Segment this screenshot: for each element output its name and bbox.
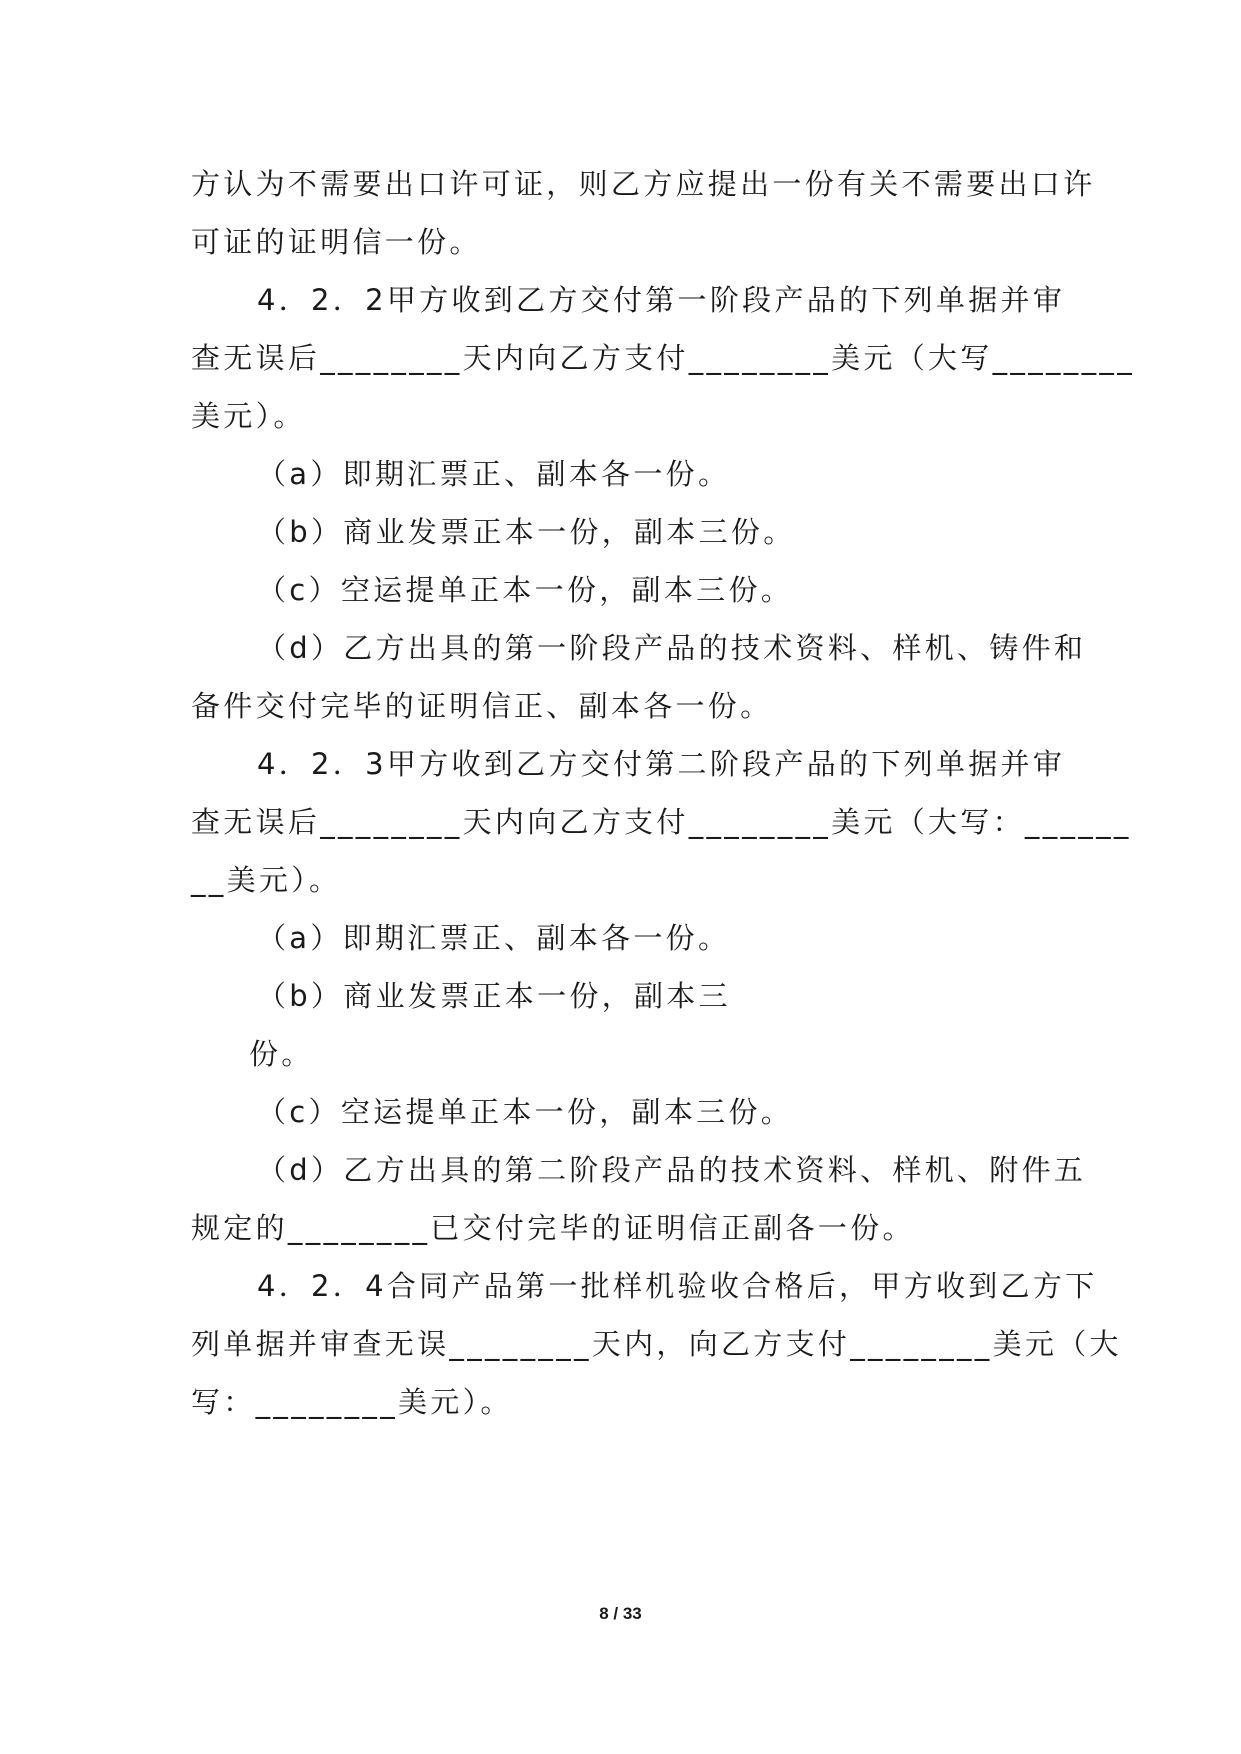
text-line: 备件交付完毕的证明信正、副本各一份。: [191, 689, 773, 723]
list-item: （d）乙方出具的第一阶段产品的技术资料、样机、铸件和: [257, 631, 1087, 665]
clause-4-2-3-heading: 4．2．3甲方收到乙方交付第二阶段产品的下列单据并审: [257, 747, 1066, 781]
list-item: （a）即期汇票正、副本各一份。: [257, 921, 731, 955]
text-line: 写：________美元）。: [191, 1385, 513, 1419]
text-line: 规定的________已交付完毕的证明信正副各一份。: [191, 1211, 915, 1245]
page-number: 8 / 33: [599, 1604, 642, 1623]
list-item: （c）空运提单正本一份，副本三份。: [257, 1095, 794, 1129]
text-line: 查无误后________天内向乙方支付________美元（大写________: [191, 341, 1136, 375]
text-line: 方认为不需要出口许可证，则乙方应提出一份有关不需要出口许: [191, 167, 1096, 201]
text-line: 查无误后________天内向乙方支付________美元（大写：______: [191, 805, 1132, 839]
text-line: 列单据并审查无误________天内，向乙方支付________美元（大: [191, 1327, 1122, 1361]
list-item: （a）即期汇票正、副本各一份。: [257, 457, 731, 491]
clause-4-2-4-heading: 4．2．4合同产品第一批样机验收合格后，甲方收到乙方下: [257, 1269, 1098, 1303]
clause-4-2-2-heading: 4．2．2甲方收到乙方交付第一阶段产品的下列单据并审: [257, 283, 1066, 317]
list-item: （b）商业发票正本一份，副本三: [257, 979, 731, 1013]
text-line: __美元）。: [191, 863, 342, 897]
list-item: （c）空运提单正本一份，副本三份。: [257, 573, 794, 607]
list-item: （d）乙方出具的第二阶段产品的技术资料、样机、附件五: [257, 1153, 1087, 1187]
text-line: 份。: [249, 1037, 314, 1071]
list-item: （b）商业发票正本一份，副本三份。: [257, 515, 796, 549]
text-line: 可证的证明信一份。: [191, 225, 482, 259]
text-line: 美元）。: [191, 399, 306, 433]
